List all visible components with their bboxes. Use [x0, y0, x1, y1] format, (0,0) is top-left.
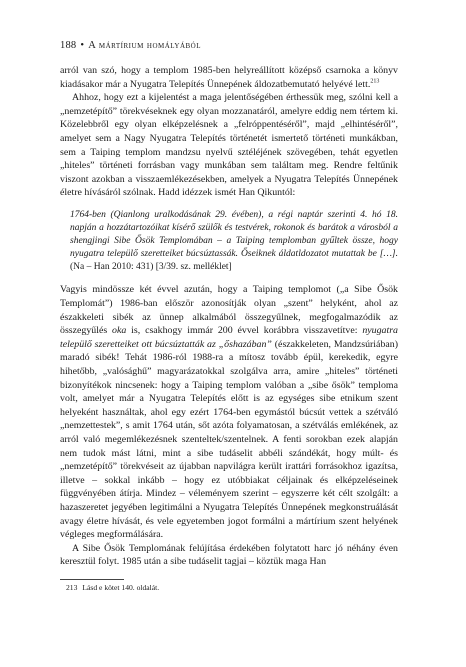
- block-quote: [70, 209, 398, 274]
- paragraph-3-oka: oka: [112, 325, 127, 337]
- paragraph-2: Ahhoz, hogy ezt a kijelentést a maga jelentőségében érthessük meg, szólni kell a „nemzetépítő” törekvéseknek egy olyan mozzanatáról, amelyre eddig nem tértem ki. Közelebbről egy olyan elképzelésnek a „felróppentéséről”, majd „elhintéséről”, amelyet sem a Nagy Nyugatra Telepítés történetét ismertető történeti munkákban, sem a Taiping templom mandzsu nyelvű sztéléjének szövegében, tehát egyetlen „hiteles” történeti forrásban vagy munkában sem találtam meg. Rendre feltűnik viszont azokban a visszaemlékezésekben, amelyek a Nyugatra Telepítés Ünnepének életre hívásáról szólnak. Hadd idézzek ismét Han Qikuntól:: [60, 92, 398, 199]
- book-page: [60, 40, 398, 593]
- footnote: [60, 583, 398, 593]
- paragraph-3: [60, 283, 398, 541]
- quote-source: (Na – Han 2010: 431) [3/39. sz. melléklet]: [70, 262, 232, 273]
- running-head: [60, 40, 398, 54]
- header-separator: •: [80, 40, 85, 51]
- footnote-number: 213: [66, 582, 78, 592]
- paragraph-3-part-d: (északkeleten, Mandzsúriában) maradó sibék! Tehát 1986-ról 1988-ra a mítosz tovább épül, kerekedik, egyre hihetőbb, „valósághű” magyarázatokkal szolgálva arra, amire „hiteles” történeti bizonyítékok nincsenek: hogy a Taiping templom valóban a „sibe ősök” temploma volt, amelyet már a Nyugatra Telepítés előtt is az egységes sibe etnikum szent helyeként használtak, ahol egy ezért 1764-ben egymástól búcsút vettek a szétváló „nemzettestek”, s amit 1764 után, sőt azóta folyamatosan, a szétválás emlékének, az arról való megemlékezésnek szenteltek/szentelnek. A fenti sorokban ezek alapján nem tudok mást látni, mint a sibe tudáselit abbéli szándékát, hogy múlt- és „nemzetépítő” törekvéseit az újabban napvilágra került irattári forrásokhoz igazítsa, illetve – sokkal inkább – hogy ez utóbbiakat céljainak és elképzeléseinek függvényében átírja. Mindez – véleményem szerint – egyszerre két célt szolgált: a hazaszeretet jegyében legitimálni a Nyugatra Telepítés Ünnepének megkonstruálását avagy életre hívását, és vele egyetemben jogot formálni a mártírium szent helyének végleges megformálására.: [60, 338, 398, 541]
- footnote-text: Lásd e kötet 140. oldalát.: [82, 582, 160, 592]
- quote-text: 1764-ben (Qianlong uralkodásának 29. évében), a régi naptár szerinti 4. hó 18. napján a hozzátartozóikat kísérő szülők és testvérek, rokonok és barátok a városból a shengjingi Sibe Ősök Templomában – a Taiping templomban gyűltek össze, hogy nyugatra települő szeretteiket búcsúztassák. Őseiknek áldatldozatot mutattak be […].: [70, 209, 398, 260]
- running-title: A mártírium homályából: [88, 40, 201, 51]
- footnote-ref: 213: [370, 78, 380, 85]
- paragraph-3-part-a: Vagyis mindössze két évvel azután, hogy a Taiping templomot („a Sibe Ősök Templomát”) 1986-ban először azonosítják olyan „szent” helyként, ahol az északkeleti sibék az ünnep alkalmából összegyűlnek, megfogalmazódik az összegyűlés: [60, 284, 398, 337]
- paragraph-1-text: arról van szó, hogy a templom 1985-ben helyreállított középső csarnoka a könyv kiadásakor már a Nyugatra Telepítés Ünnepének áldozatbemutató helyévé lett.: [60, 65, 398, 90]
- paragraph-3-italic: nyugatra települő szeretteiket ott búcsúztatták az „őshazában”: [60, 325, 398, 350]
- footnote-divider: [60, 579, 124, 580]
- paragraph-1: [60, 64, 398, 91]
- paragraph-3-part-b: is, csakhogy immár 200 évvel korábbra visszavetítve:: [126, 325, 363, 337]
- paragraph-4: A Sibe Ősök Templomának felújítása érdekében folytatott harc jó néhány éven keresztül folyt. 1985 után a sibe tudáselit tagjai – köztük maga Han: [60, 542, 398, 568]
- page-number: 188: [60, 40, 77, 51]
